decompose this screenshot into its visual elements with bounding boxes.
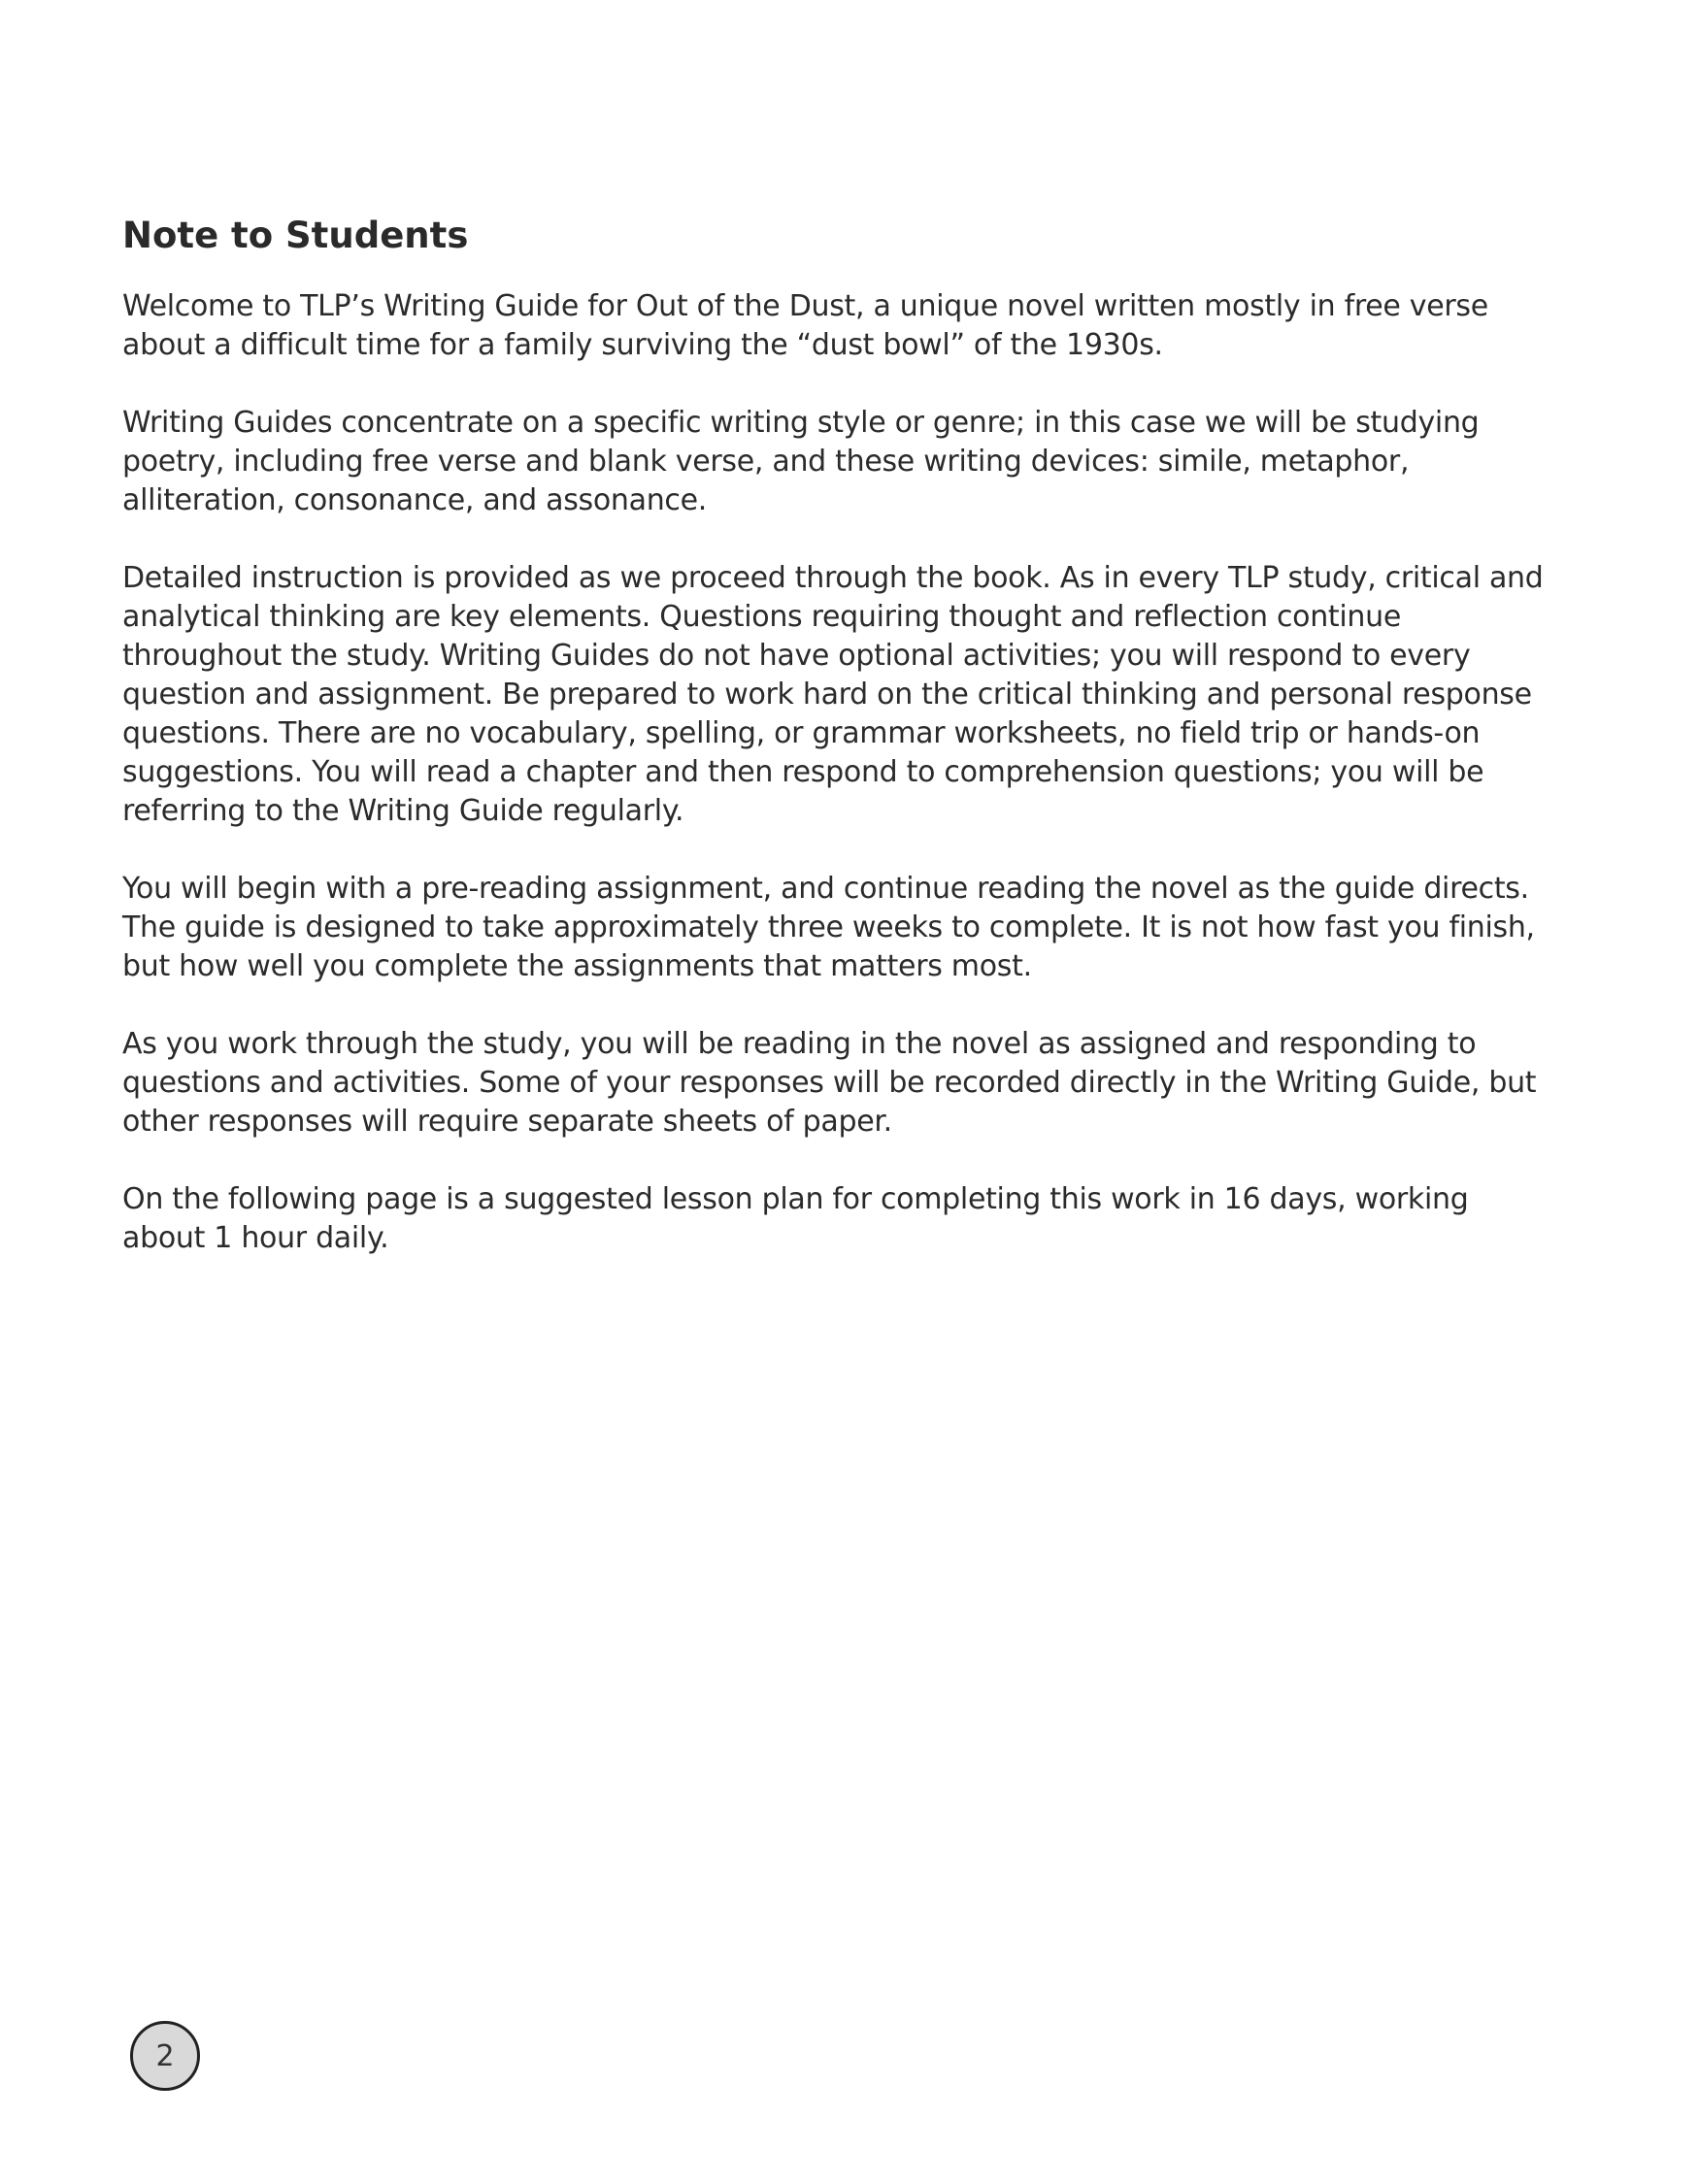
page-number-text: 2 [155,2038,175,2073]
paragraph-lesson-plan: On the following page is a suggested lesson plan for completing this work in 16 days, working about 1 hour daily. [122,1182,1469,1255]
paragraph-instruction: Detailed instruction is provided as we proceed through the book. As in every TLP study, critical and analytical thinking are key elements. Questions requiring thought and reflection continue throughout the study. Writing Guides do not have optional activities; you will respond to every question and assignment. Be prepared to work hard on the critical thinking and personal response questions. There are no vocabulary, spelling, or grammar worksheets, no field trip or hands-on suggestions. You will read a chapter and then respond to comprehension questions; you will be referring to the Writing Guide regularly. [122,561,1544,828]
paragraph-welcome: Welcome to TLP’s Writing Guide for Out of the Dust, a unique novel written mostly in free verse about a difficult time for a family surviving the “dust bowl” of the 1930s. [122,289,1488,362]
page-content [122,212,1559,1297]
paragraph-writing-guides: Writing Guides concentrate on a specific writing style or genre; in this case we will be studying poetry, including free verse and blank verse, and these writing devices: simile, metaphor, alliteration, consonance, and assonance. [122,406,1480,517]
paragraph-responses: As you work through the study, you will be reading in the novel as assigned and responding to questions and activities. Some of your responses will be recorded directly in the Writing Guide, but other responses will require separate sheets of paper. [122,1027,1537,1139]
paragraph-pre-reading: You will begin with a pre-reading assignment, and continue reading the novel as the guide directs. The guide is designed to take approximately three weeks to complete. It is not how fast you finish, but how well you complete the assignments that matters most. [122,872,1535,983]
page-number-badge [130,2021,200,2091]
page-title: Note to Students [122,215,469,256]
